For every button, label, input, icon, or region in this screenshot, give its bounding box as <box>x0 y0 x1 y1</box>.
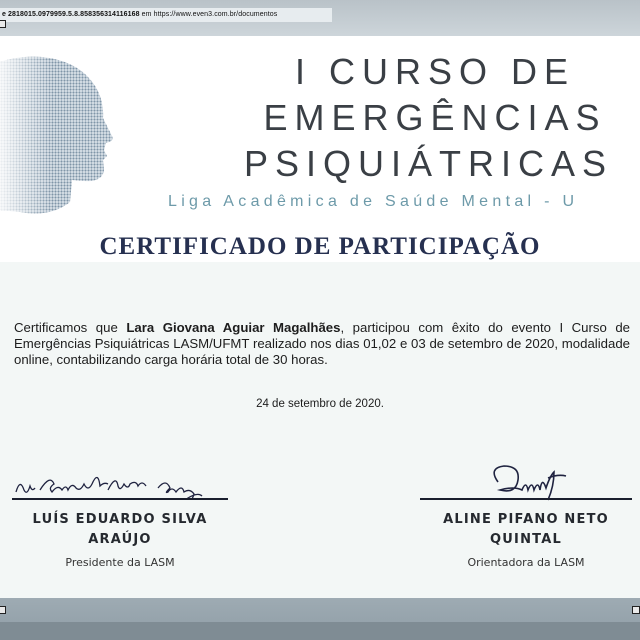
signatory-name-right-line-2: QUINTAL <box>490 532 562 547</box>
browser-url-bar <box>0 8 332 22</box>
signatory-name-left-line-2: ARAÚJO <box>88 532 152 547</box>
issue-date: 24 de setembro de 2020. <box>256 398 384 410</box>
body-intro: Certificamos que <box>14 320 127 335</box>
signature-right <box>478 458 588 502</box>
signature-line-left <box>12 498 228 500</box>
corner-mark-bottom-left <box>0 606 6 614</box>
signatory-role-right: Orientadora da LASM <box>467 556 585 569</box>
scan-frame-bottom-edge <box>0 622 640 640</box>
event-title-line-2: EMERGÊNCIAS <box>263 97 607 138</box>
signatory-name-right-line-1: ALINE PIFANO NETO <box>443 512 609 527</box>
document-code: e 2818015.0979959.5.8.858356314116168 <box>2 11 140 18</box>
body-details: , participou com êxito do evento I Curso de Emergências Psiquiátricas LASM/UFMT realizado nos dias 01,02 e 03 de setembro de 2020, modalidade online, contabilizando carga horária total de 30 horas. <box>14 320 631 367</box>
document-url: https://www.even3.com.br/documentos <box>153 11 278 18</box>
event-subtitle: Liga Acadêmica de Saúde Mental - U <box>168 193 579 210</box>
signatory-name-left-line-1: LUÍS EDUARDO SILVA <box>32 512 208 527</box>
url-connector: em <box>139 11 154 18</box>
corner-mark-bottom-right <box>632 606 640 614</box>
head-profile-logo <box>0 52 120 222</box>
signature-line-right <box>420 498 632 500</box>
certificate-body <box>14 320 630 368</box>
participant-name: Lara Giovana Aguiar Magalhães <box>126 320 341 335</box>
certificate-heading: CERTIFICADO DE PARTICIPAÇÃO <box>99 233 541 260</box>
signatory-name-left <box>12 510 228 550</box>
event-title-line-3: PSIQUIÁTRICAS <box>244 143 614 184</box>
event-title-line-1: I CURSO DE <box>294 51 576 92</box>
signatory-name-right <box>420 510 632 550</box>
signatory-role-left: Presidente da LASM <box>65 556 175 569</box>
corner-mark-top-left <box>0 20 6 28</box>
